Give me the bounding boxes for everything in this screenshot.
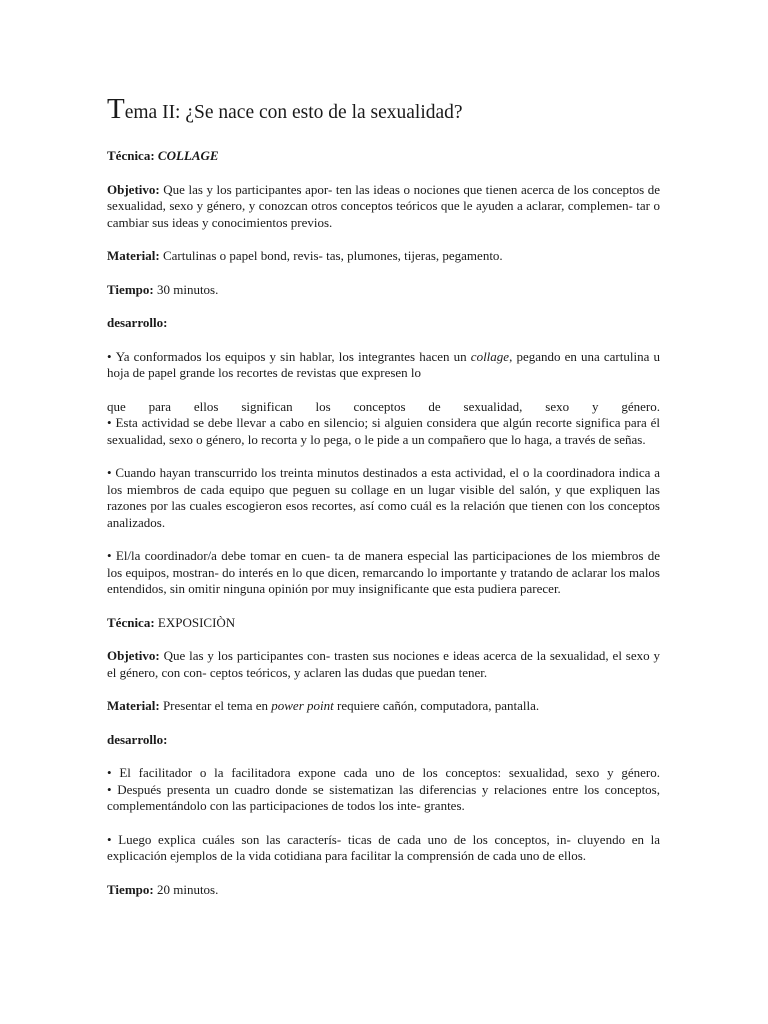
collage-step-2: • Esta actividad se debe llevar a cabo en silencio; si alguien considera que algún recorte significa para él sexualidad, sexo o género, lo recorta y lo pega, o le pide a un compañero que lo haga, a través de señas. [107, 415, 660, 447]
exposicion-step-3: • Luego explica cuáles son las caracterís- ticas de cada uno de los conceptos, in- cluyendo en la explicación ejemplos de la vida cotidiana para facilitar la comprensión de cada uno de ellos. [107, 832, 660, 865]
collage-italic: collage [470, 348, 510, 364]
objetivo-exposicion [107, 648, 660, 681]
exposicion-step-2: • Después presenta un cuadro donde se sistematizan las diferencias y relaciones entre los conceptos, complementándolo con las participaciones de todos los inte- grantes. [107, 782, 660, 814]
tiempo-text: 30 minutos. [156, 281, 219, 297]
collage-step-4: • El/la coordinador/a debe tomar en cuen- ta de manera especial las participaciones de los miembros de los equipos, mostran- do interés en lo que dicen, remarcando lo importante y tratando de aclarar los malos entendidos, sin omitir ninguna opinión por muy insignificante que esta pudiera parecer. [107, 548, 660, 598]
tecnica-label: Técnica: [107, 614, 155, 630]
tiempo-exposicion [107, 882, 660, 899]
tiempo-text: 20 minutos. [156, 881, 219, 897]
tiempo-collage [107, 282, 660, 299]
tecnica-value: COLLAGE [157, 148, 219, 163]
material-label: Material: [107, 248, 160, 263]
tiempo-label: Tiempo: [107, 281, 154, 297]
title-drop-letter: T [107, 93, 125, 125]
tecnica-value: EXPOSICIÒN [157, 614, 236, 630]
material-label: Material: [107, 698, 160, 713]
objetivo-label: Objetivo: [107, 181, 160, 197]
objetivo-collage [107, 182, 660, 232]
exposicion-step-1: • El facilitador o la facilitadora expone cada uno de los conceptos: sexualidad, sexo y género. [107, 765, 660, 782]
collage-step-1-continued: que para ellos significan los conceptos de sexualidad, sexo y género. • Esta actividad se debe llevar a cabo en silencio; si alguien considera que algún recorte significa para él sexualidad, sexo o género, lo recorta y lo pega, o le pide a un compañero que lo haga, a través de señas. [107, 399, 660, 449]
collage-step-1: • Ya conformados los equipos y sin hablar, los integrantes hacen un collage, pegando en una cartulina u hoja de papel grande los recortes de revistas que expresen lo [107, 349, 660, 382]
objetivo-label: Objetivo: [107, 648, 160, 663]
material-exposicion: Material: Presentar el tema en power point requiere cañón, computadora, pantalla. [107, 698, 540, 713]
title-text: ema II: ¿Se nace con esto de la sexualidad? [124, 102, 463, 123]
tecnica-collage [107, 148, 660, 165]
desarrollo-label: desarrollo: [107, 731, 168, 747]
objetivo-text: Que las y los participantes con- trasten sus nociones e ideas acerca de la sexualidad, el sexo y el género, con con- ceptos teóricos, y aclaren las dudas que puedan tener. [107, 648, 660, 680]
desarrollo-label: desarrollo: [107, 315, 168, 330]
material-collage [107, 248, 660, 265]
power-point-italic: power point [271, 698, 334, 713]
objetivo-text: Que las y los participantes apor- ten las ideas o nociones que tienen acerca de los conceptos de sexualidad, sexo y género, y conozcan otros conceptos teóricos que le ayuden a aclarar, complemen- tar o cambiar sus ideas y conocimientos previos. [107, 181, 660, 230]
page-title [107, 93, 660, 126]
collage-step-3: • Cuando hayan transcurrido los treinta minutos destinados a esta actividad, el o la coordinadora indica a los miembros de cada equipo que peguen su collage en un lugar visible del salón, y que expliquen las razones por las cuales escogieron esos recortes, así como cuál es la relación que tienen con los conceptos analizados. [107, 465, 660, 531]
tecnica-exposicion [107, 615, 660, 632]
document-page [107, 93, 660, 915]
exposicion-steps-1-2 [107, 765, 660, 815]
desarrollo-heading-collage [107, 315, 660, 332]
desarrollo-heading-exposicion [107, 732, 660, 749]
tiempo-label: Tiempo: [107, 881, 154, 897]
material-text: Cartulinas o papel bond, revis- tas, plumones, tijeras, pegamento. [162, 248, 503, 263]
tecnica-label: Técnica: [107, 148, 155, 163]
